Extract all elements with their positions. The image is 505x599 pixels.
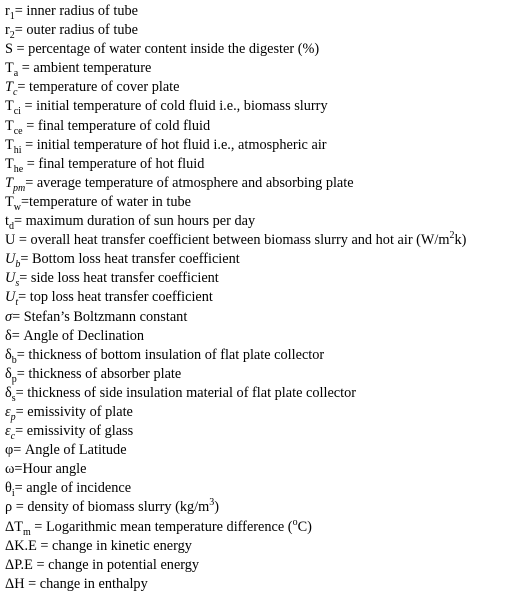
nomenclature-entry	[5, 59, 503, 78]
symbol	[5, 174, 26, 194]
equals-sign: =	[14, 461, 23, 478]
symbol	[5, 518, 31, 538]
nomenclature-entry	[5, 212, 503, 231]
symbol-base: ΔP.E	[5, 556, 33, 573]
equals-sign: =	[18, 60, 34, 77]
equals-sign: =	[24, 575, 40, 592]
definition	[52, 538, 192, 554]
symbol-subscript: ci	[13, 106, 21, 118]
nomenclature-entry	[5, 193, 503, 212]
symbol-base: U	[5, 251, 16, 268]
definition-superscript: 3	[209, 497, 215, 509]
symbol-subscript: w	[13, 201, 21, 213]
nomenclature-entry	[5, 174, 503, 193]
symbol-base: T	[5, 155, 14, 172]
symbol-subscript: he	[13, 163, 24, 175]
symbol	[5, 251, 21, 271]
symbol-base: ρ	[5, 499, 13, 516]
symbol-base: σ	[5, 308, 13, 325]
equals-sign: =	[36, 537, 53, 554]
definition	[23, 328, 144, 344]
equals-sign: =	[14, 480, 27, 497]
definition	[30, 289, 213, 305]
symbol-base: δ	[5, 365, 12, 382]
symbol-base: U	[5, 232, 16, 249]
definition	[27, 385, 356, 401]
nomenclature-entry	[5, 346, 503, 365]
symbol-subscript: hi	[13, 144, 22, 156]
symbol-base: T	[5, 193, 14, 210]
symbol-base: δ	[5, 327, 12, 344]
symbol-base: ω	[5, 461, 15, 478]
definition	[27, 499, 219, 515]
definition-text: initial temperature of hot fluid i.e., atmospheric air	[36, 136, 327, 153]
symbol-subscript: i	[11, 488, 15, 500]
symbol-base: ΔH	[5, 575, 25, 592]
symbol-base: T	[5, 98, 14, 115]
definition-text: change in enthalpy	[39, 575, 148, 592]
equals-sign: =	[23, 155, 39, 172]
nomenclature-entry	[5, 308, 503, 327]
definition	[38, 118, 210, 134]
definition	[29, 194, 191, 210]
symbol	[5, 480, 15, 500]
equals-sign: =	[20, 98, 37, 115]
definition	[27, 423, 133, 439]
nomenclature-entry	[5, 518, 503, 537]
definition-superscript: 2	[449, 230, 455, 242]
symbol-subscript: b	[15, 259, 21, 271]
definition-text: top loss heat transfer coefficient	[29, 289, 213, 306]
symbol	[5, 557, 33, 573]
nomenclature-entry	[5, 556, 503, 575]
symbol	[5, 365, 17, 385]
equals-sign: =	[25, 174, 37, 191]
definition-suffix: k)	[454, 232, 467, 249]
symbol-base: S	[5, 41, 13, 58]
definition	[32, 251, 240, 267]
definition	[31, 232, 467, 248]
definition-text: temperature of water in tube	[29, 193, 192, 210]
equals-sign: =	[30, 518, 46, 535]
symbol-subscript: p	[10, 411, 16, 423]
definition-suffix: )	[214, 499, 219, 516]
nomenclature-entry	[5, 155, 503, 174]
symbol	[5, 289, 19, 309]
equals-sign: =	[17, 79, 30, 96]
symbol	[5, 136, 22, 156]
definition-text: average temperature of atmosphere and absorbing plate	[36, 174, 354, 191]
symbol	[5, 98, 21, 118]
equals-sign: =	[14, 3, 27, 19]
equals-sign: =	[14, 22, 27, 39]
symbol	[5, 3, 15, 22]
definition	[31, 270, 219, 286]
definition	[28, 347, 324, 363]
equals-sign: =	[18, 289, 30, 306]
definition	[24, 309, 188, 325]
symbol-base: U	[5, 289, 16, 306]
equals-sign: =	[19, 270, 31, 287]
equals-sign: =	[11, 327, 24, 344]
symbol-base: r	[5, 22, 10, 39]
symbol-base: ΔK.E	[5, 537, 37, 554]
symbol-subscript: s	[15, 278, 20, 290]
definition-text: thickness of absorber plate	[28, 365, 182, 382]
definition	[28, 41, 319, 57]
definition-text: temperature of cover plate	[29, 79, 180, 96]
equals-sign: =	[32, 556, 49, 573]
nomenclature-entry	[5, 40, 503, 59]
definition-text: change in potential energy	[48, 556, 200, 573]
nomenclature-entry	[5, 365, 503, 384]
definition	[37, 137, 327, 153]
symbol	[5, 193, 21, 213]
symbol-base: T	[5, 174, 13, 191]
equals-sign: =	[12, 308, 24, 325]
definition	[40, 576, 148, 592]
symbol-subscript: d	[8, 220, 14, 232]
symbol-subscript: 2	[9, 29, 15, 41]
nomenclature-entry	[5, 97, 503, 116]
symbol	[5, 79, 18, 99]
symbol	[5, 117, 23, 137]
nomenclature-entry	[5, 21, 503, 40]
symbol	[5, 232, 15, 248]
symbol-subscript: a	[13, 68, 19, 80]
symbol-base: T	[5, 79, 13, 96]
definition-text: final temperature of hot fluid	[38, 155, 205, 172]
equals-sign: =	[15, 232, 31, 249]
nomenclature-entry	[5, 136, 503, 155]
definition-text: overall heat transfer coefficient between biomass slurry and hot air (W/m	[30, 232, 450, 249]
symbol-base: T	[5, 136, 14, 153]
symbol-base: U	[5, 270, 16, 287]
nomenclature-entry	[5, 78, 503, 97]
equals-sign: =	[22, 117, 38, 134]
definition-text: angle of incidence	[26, 480, 132, 497]
equals-sign: =	[20, 251, 32, 268]
definition	[36, 98, 327, 114]
symbol-subscript: pm	[12, 182, 26, 194]
symbol-base: T	[5, 117, 14, 134]
definition-text: inner radius of tube	[26, 3, 138, 19]
symbol	[5, 384, 16, 404]
equals-sign: =	[20, 193, 30, 210]
definition	[27, 404, 133, 420]
symbol	[5, 461, 14, 477]
nomenclature-entry	[5, 537, 503, 556]
equals-sign: =	[16, 346, 29, 363]
definition-superscript: o	[292, 516, 298, 528]
symbol	[5, 538, 37, 554]
definition	[26, 22, 138, 38]
definition-text: final temperature of cold fluid	[37, 117, 211, 134]
definition-text: Stefan’s Boltzmann constant	[23, 308, 188, 325]
symbol	[5, 346, 17, 366]
definition-text: side loss heat transfer coefficient	[30, 270, 219, 287]
symbol	[5, 270, 20, 290]
equals-sign: =	[15, 403, 28, 420]
definition	[38, 156, 204, 172]
symbol	[5, 576, 25, 592]
definition	[26, 213, 256, 229]
symbol-base: δ	[5, 346, 12, 363]
symbol-subscript: p	[11, 373, 17, 385]
definition-text: emissivity of glass	[26, 423, 134, 440]
symbol-base: r	[5, 3, 10, 19]
definition	[26, 3, 138, 19]
symbol	[5, 423, 16, 442]
symbol-base: ε	[5, 423, 11, 440]
equals-sign: =	[15, 384, 28, 401]
definition-text: emissivity of plate	[27, 403, 133, 420]
nomenclature-entry	[5, 479, 503, 498]
nomenclature-entry	[5, 441, 503, 460]
definition	[23, 461, 87, 477]
nomenclature-entry	[5, 460, 503, 479]
symbol	[5, 41, 13, 57]
equals-sign: =	[16, 365, 29, 382]
nomenclature-entry	[5, 575, 503, 594]
nomenclature-entry	[5, 250, 503, 269]
definition-text: change in kinetic energy	[52, 537, 192, 554]
equals-sign: =	[13, 213, 26, 230]
symbol	[5, 60, 19, 80]
definition	[33, 60, 151, 76]
definition-text: Angle of Declination	[23, 327, 145, 344]
symbol-subscript: ce	[13, 125, 23, 137]
symbol-base: t	[5, 213, 9, 230]
definition	[25, 442, 127, 458]
symbol-base: ε	[5, 403, 11, 420]
symbol	[5, 213, 14, 232]
definition-text: maximum duration of sun hours per day	[25, 213, 256, 230]
symbol-base: θ	[5, 480, 12, 497]
definition	[37, 175, 354, 191]
definition	[28, 366, 181, 382]
definition-text: Bottom loss heat transfer coefficient	[31, 251, 240, 268]
nomenclature-entry	[5, 384, 503, 403]
symbol-base: T	[5, 60, 14, 77]
definition	[29, 79, 179, 95]
symbol-subscript: c	[12, 87, 18, 99]
definition-suffix: C)	[297, 518, 312, 535]
definition-text: ambient temperature	[33, 60, 152, 77]
symbol-subscript: b	[11, 354, 17, 366]
symbol-subscript: c	[10, 430, 16, 442]
equals-sign: =	[12, 41, 29, 58]
definition-text: percentage of water content inside the digester (%)	[28, 41, 320, 58]
symbol-subscript: 1	[9, 10, 15, 22]
nomenclature-entry	[5, 117, 503, 136]
nomenclature-entry	[5, 288, 503, 307]
definition-text: density of biomass slurry (kg/m	[27, 499, 210, 516]
nomenclature-entry	[5, 422, 503, 441]
nomenclature-entry	[5, 231, 503, 250]
nomenclature-entry	[5, 269, 503, 288]
definition-text: thickness of side insulation material of flat plate collector	[27, 384, 357, 401]
definition	[48, 557, 199, 573]
definition-text: Hour angle	[22, 461, 87, 478]
symbol	[5, 22, 15, 41]
symbol-base: δ	[5, 384, 12, 401]
equals-sign: =	[13, 442, 25, 459]
symbol-base: φ	[5, 442, 14, 459]
definition-text: thickness of bottom insulation of flat plate collector	[28, 346, 325, 363]
symbol-subscript: s	[11, 392, 16, 404]
definition-text: Angle of Latitude	[24, 442, 127, 459]
symbol-subscript: m	[22, 526, 31, 538]
symbol	[5, 309, 12, 325]
symbol	[5, 403, 16, 423]
nomenclature-entry	[5, 2, 503, 21]
nomenclature-entry	[5, 327, 503, 346]
equals-sign: =	[15, 423, 27, 440]
symbol	[5, 155, 24, 175]
nomenclature-entry	[5, 498, 503, 517]
nomenclature-list	[5, 2, 503, 594]
symbol-base: ΔT	[5, 518, 23, 535]
equals-sign: =	[21, 136, 37, 153]
definition	[26, 480, 131, 496]
definition	[45, 516, 312, 535]
definition-text: initial temperature of cold fluid i.e., biomass slurry	[36, 98, 328, 115]
symbol	[5, 328, 12, 344]
definition-text: outer radius of tube	[26, 22, 138, 39]
symbol-subscript: t	[15, 297, 19, 309]
definition-text: Logarithmic mean temperature difference (	[45, 518, 293, 535]
equals-sign: =	[12, 499, 28, 516]
nomenclature-entry	[5, 403, 503, 422]
